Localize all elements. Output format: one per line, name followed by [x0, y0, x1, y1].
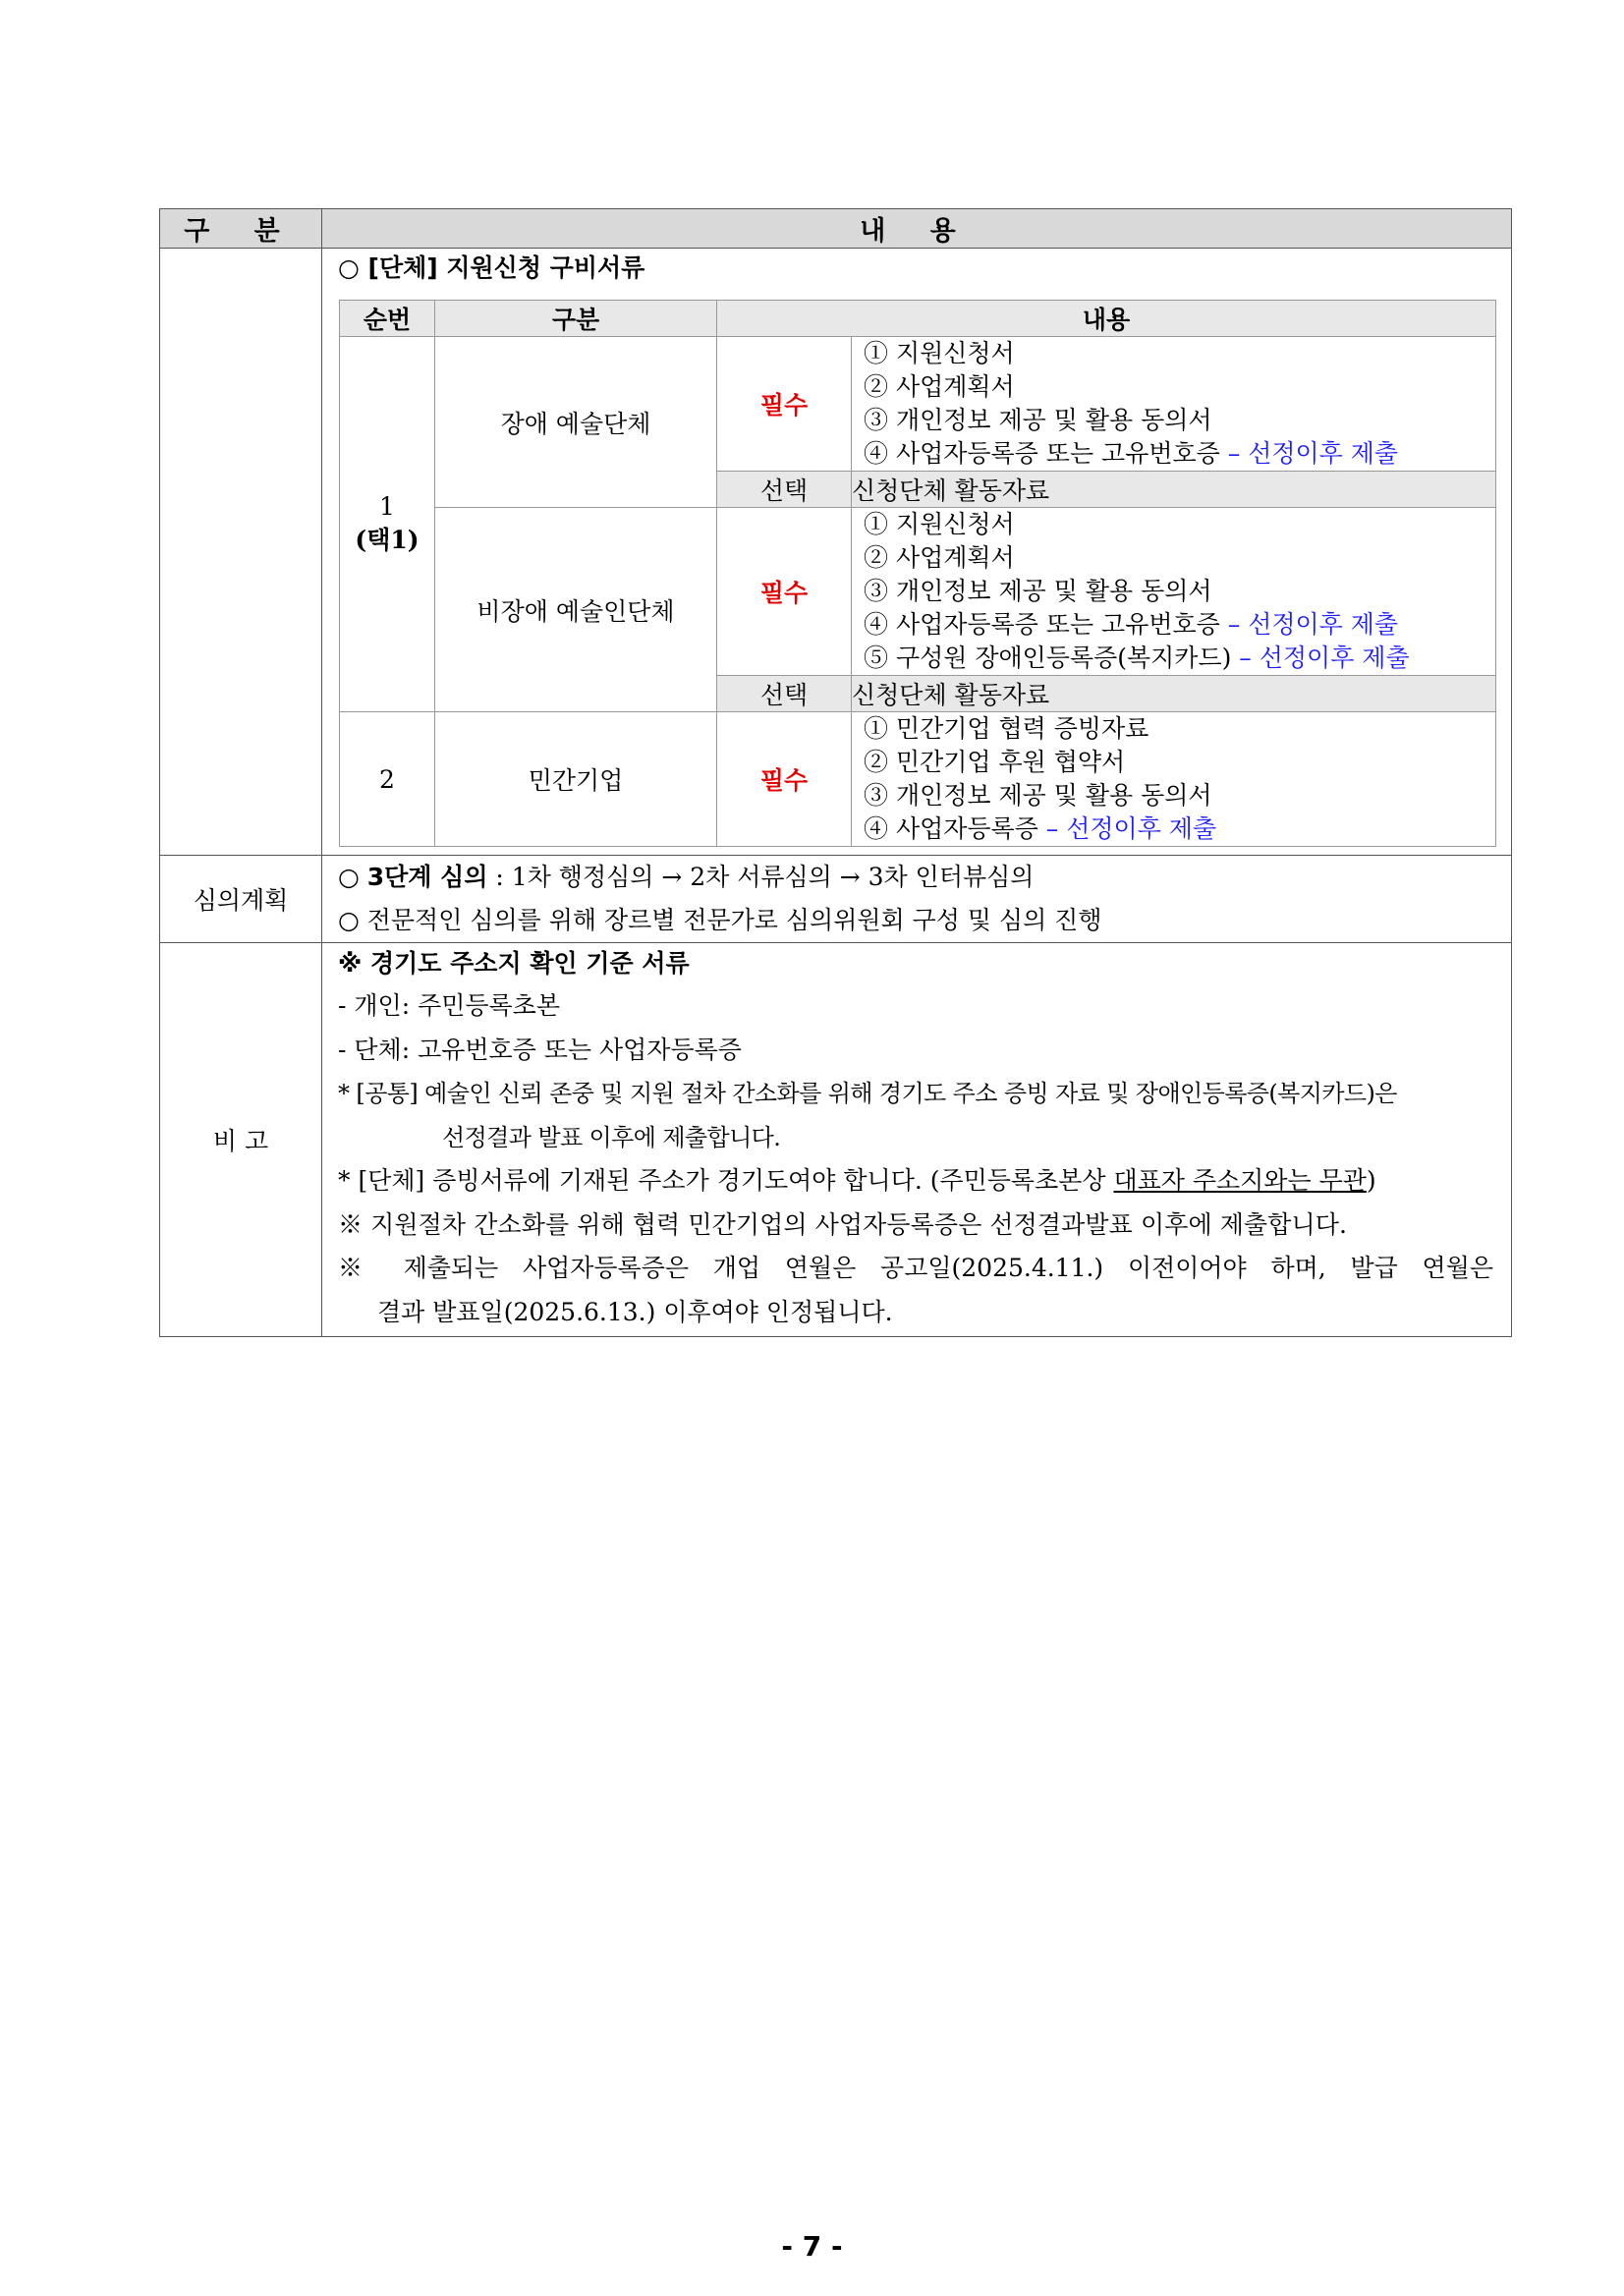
text: * [단체] 증빙서류에 기재된 주소가 경기도여야 합니다. (주민등록초본상 — [338, 1166, 1114, 1195]
review-stages-detail: : 1차 행정심의 → 2차 서류심의 → 3차 인터뷰심의 — [487, 863, 1035, 891]
item-text: ④ 사업자등록증 또는 고유번호증 — [864, 439, 1220, 468]
group1-optional-label: 선택 — [717, 472, 852, 508]
remarks-line: ※ 지원절차 간소화를 위해 협력 민간기업의 사업자등록증은 선정결과발표 이후에 제출합니다. — [338, 1209, 1348, 1239]
list-item — [852, 437, 1495, 471]
group1-name: 장애 예술단체 — [435, 337, 717, 508]
remarks-line: ※ 제출되는 사업자등록증은 개업 연월은 공고일(2025.4.11.) 이전이어야 하며, 발급 연월은 — [338, 1254, 1493, 1282]
documents-content-cell — [322, 249, 1512, 856]
list-item: ② 민간기업 후원 협약서 — [864, 748, 1126, 776]
remarks-row — [160, 943, 1512, 1337]
header-row — [160, 209, 1512, 249]
remarks-label: 비 고 — [160, 943, 322, 1337]
item-text: ⑤ 구성원 장애인등록증(복지카드) — [864, 644, 1232, 672]
list-item: ③ 개인정보 제공 및 활용 동의서 — [864, 406, 1212, 434]
inner-header-category: 구분 — [435, 301, 717, 337]
group3-required-items — [852, 712, 1496, 847]
list-item: ③ 개인정보 제공 및 활용 동의서 — [864, 781, 1212, 810]
documents-table — [339, 300, 1496, 847]
group2-name: 비장애 예술인단체 — [435, 508, 717, 712]
seq1-cell — [340, 337, 435, 712]
review-label: 심의계획 — [160, 856, 322, 943]
inner-header-seq: 순번 — [340, 301, 435, 337]
remarks-line: 결과 발표일(2025.6.13.) 이후여야 인정됩니다. — [377, 1297, 893, 1326]
group2-required-row — [340, 508, 1496, 676]
header-category: 구 분 — [160, 209, 322, 249]
remarks-line: 선정결과 발표 이후에 제출합니다. — [442, 1123, 781, 1151]
group2-optional-label: 선택 — [717, 676, 852, 712]
group3-required-row — [340, 712, 1496, 847]
group1-required-label: 필수 — [717, 337, 852, 472]
remarks-line — [322, 1159, 1511, 1204]
documents-label-cell — [160, 249, 322, 856]
page-number: - 7 - — [781, 2230, 843, 2263]
review-row — [160, 856, 1512, 943]
list-item — [852, 812, 1495, 846]
group1-required-row — [340, 337, 1496, 472]
seq2-cell: 2 — [340, 712, 435, 847]
bullet: ○ — [338, 863, 367, 891]
review-line-1 — [322, 856, 1511, 899]
main-table — [159, 208, 1512, 1337]
inner-header-row — [340, 301, 1496, 337]
list-item — [852, 608, 1495, 642]
review-line-2: ○ 전문적인 심의를 위해 장르별 전문가로 심의위원회 구성 및 심의 진행 — [338, 906, 1102, 934]
item-text: ④ 사업자등록증 또는 고유번호증 — [864, 610, 1220, 639]
documents-row — [160, 249, 1512, 856]
list-item — [852, 642, 1495, 675]
list-item: ③ 개인정보 제공 및 활용 동의서 — [864, 577, 1212, 605]
list-item: ① 지원신청서 — [864, 339, 1015, 367]
group2-optional-value: 신청단체 활동자료 — [852, 676, 1496, 712]
list-item: ② 사업계획서 — [864, 543, 1015, 572]
review-stages: 3단계 심의 — [366, 863, 488, 891]
inner-header-content: 내용 — [717, 301, 1496, 337]
after-selection-note: – 선정이후 제출 — [1219, 610, 1399, 639]
documents-title: ○ [단체] 지원신청 구비서류 — [338, 253, 645, 282]
group3-required-label: 필수 — [717, 712, 852, 847]
after-selection-note: – 선정이후 제출 — [1231, 644, 1410, 672]
underlined-text: 대표자 주소지와는 무관 — [1113, 1166, 1367, 1195]
group2-required-label: 필수 — [717, 508, 852, 676]
remarks-content-cell — [322, 943, 1512, 1337]
group1-optional-value: 신청단체 활동자료 — [852, 472, 1496, 508]
remarks-title: ※ 경기도 주소지 확인 기준 서류 — [338, 949, 690, 978]
review-content-cell — [322, 856, 1512, 943]
after-selection-note: – 선정이후 제출 — [1219, 439, 1399, 468]
remarks-line: * [공통] 예술인 신뢰 존중 및 지원 절차 간소화를 위해 경기도 주소 증빙 자료 및 장애인등록증(복지카드)은 — [338, 1080, 1397, 1107]
list-item: ① 민간기업 협력 증빙자료 — [864, 714, 1149, 743]
group1-required-items — [852, 337, 1496, 472]
seq1-number: 1 — [379, 492, 395, 521]
text: ) — [1366, 1166, 1376, 1195]
seq1-choose-one: (택1) — [355, 526, 420, 554]
header-content: 내 용 — [322, 209, 1512, 249]
remarks-line: - 단체: 고유번호증 또는 사업자등록증 — [338, 1035, 742, 1064]
group2-required-items — [852, 508, 1496, 676]
list-item: ② 사업계획서 — [864, 372, 1015, 401]
list-item: ① 지원신청서 — [864, 510, 1015, 538]
after-selection-note: – 선정이후 제출 — [1037, 814, 1217, 843]
item-text: ④ 사업자등록증 — [864, 814, 1038, 843]
group3-name: 민간기업 — [435, 712, 717, 847]
remarks-line: - 개인: 주민등록초본 — [338, 991, 560, 1020]
